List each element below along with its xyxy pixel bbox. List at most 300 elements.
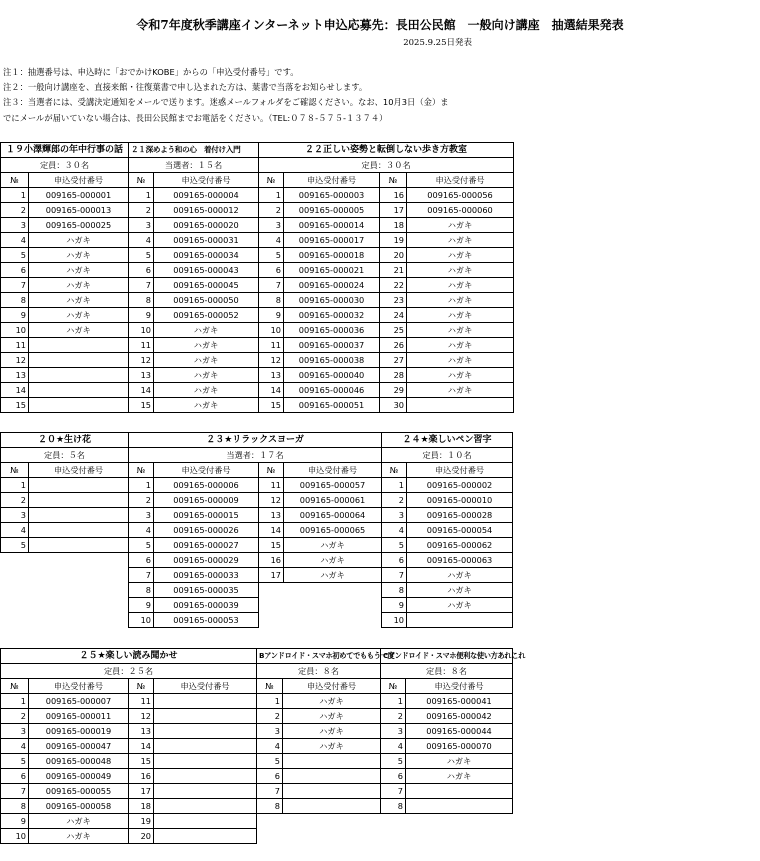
row-number: 5 (129, 538, 154, 553)
row-number: 1 (129, 478, 154, 493)
row-number: 28 (380, 368, 407, 383)
application-number: 009165-000024 (284, 278, 380, 293)
table-row (1, 799, 513, 814)
announcement-date: 2025.9.25日発表 (403, 38, 472, 48)
row-number: 12 (1, 353, 29, 368)
table-row (1, 814, 513, 829)
course-20-capacity: 定員：５名 (1, 448, 129, 463)
row-number: 1 (129, 188, 154, 203)
table-row (1, 398, 514, 413)
row-number: 15 (129, 754, 154, 769)
row-number: 19 (380, 233, 407, 248)
row-number: 7 (381, 784, 406, 799)
row-number: 16 (380, 188, 407, 203)
row-number: 11 (129, 694, 154, 709)
application-number: 009165-000032 (284, 308, 380, 323)
application-number: ハガキ (407, 248, 514, 263)
empty-space (29, 553, 129, 568)
application-number: ハガキ (154, 323, 259, 338)
empty-cell (154, 829, 257, 844)
empty-space (284, 583, 382, 598)
row-number: 10 (1, 829, 29, 844)
row-number: 3 (1, 218, 29, 233)
row-number: 11 (259, 338, 284, 353)
row-number: 6 (257, 769, 283, 784)
application-number: ハガキ (29, 814, 129, 829)
empty-cell (29, 508, 129, 523)
col-id: 申込受付番号 (154, 463, 259, 478)
row-number: 7 (382, 568, 407, 583)
row-number: 3 (259, 218, 284, 233)
empty-cell (407, 398, 514, 413)
application-number: 009165-000021 (284, 263, 380, 278)
note-4: でにメールが届いていない場合は、長田公民館までお電話をください。（TEL:０７８-５７５-１３７４） (3, 112, 388, 123)
row-number: 2 (1, 709, 29, 724)
row-number: 3 (1, 508, 29, 523)
application-number: ハガキ (154, 383, 259, 398)
application-number: 009165-000064 (284, 508, 382, 523)
col-id: 申込受付番号 (284, 173, 380, 188)
course-c-title: Cアンドロイド・スマホ便利な使い方あれこれ (381, 649, 513, 664)
course-23-title: ２３★リラックスヨーガ (129, 433, 382, 448)
table-row (1, 769, 513, 784)
table-row (1, 724, 513, 739)
row-number: 8 (259, 293, 284, 308)
row-number: 14 (259, 523, 284, 538)
row-number: 4 (259, 233, 284, 248)
row-number: 16 (259, 553, 284, 568)
table-row (1, 598, 513, 613)
row-number: 8 (257, 799, 283, 814)
table-row (1, 568, 513, 583)
row-number: 4 (382, 523, 407, 538)
application-number: 009165-000056 (407, 188, 514, 203)
row-number: 2 (382, 493, 407, 508)
application-number: ハガキ (407, 218, 514, 233)
row-number: 2 (259, 203, 284, 218)
application-number: ハガキ (407, 353, 514, 368)
results-table-3 (0, 648, 526, 844)
application-number: ハガキ (284, 568, 382, 583)
empty-space (1, 598, 29, 613)
application-number: ハガキ (407, 323, 514, 338)
col-no: № (381, 679, 406, 694)
application-number: 009165-000061 (284, 493, 382, 508)
application-number: 009165-000043 (154, 263, 259, 278)
row-number: 1 (1, 188, 29, 203)
table-row (1, 508, 513, 523)
row-number: 17 (129, 784, 154, 799)
row-number: 3 (382, 508, 407, 523)
application-number: ハガキ (407, 383, 514, 398)
application-number: ハガキ (154, 353, 259, 368)
table-row (1, 248, 514, 263)
empty-space (381, 814, 406, 829)
application-number: ハガキ (407, 338, 514, 353)
application-number: 009165-000018 (284, 248, 380, 263)
course-b-capacity: 定員：８名 (257, 664, 381, 679)
table-row (1, 338, 514, 353)
row-number: 8 (129, 293, 154, 308)
empty-space (259, 583, 284, 598)
row-number: 4 (129, 233, 154, 248)
course-22-capacity: 定員：３０名 (259, 158, 514, 173)
application-number: 009165-000009 (154, 493, 259, 508)
application-number: ハガキ (407, 293, 514, 308)
application-number: 009165-000019 (29, 724, 129, 739)
application-number: ハガキ (29, 308, 129, 323)
row-number: 1 (1, 694, 29, 709)
row-number: 3 (381, 724, 406, 739)
application-number: ハガキ (407, 583, 513, 598)
application-number: 009165-000062 (407, 538, 513, 553)
row-number: 27 (380, 353, 407, 368)
course-21-capacity: 当選者：１５名 (129, 158, 259, 173)
col-no: № (382, 463, 407, 478)
row-number: 20 (129, 829, 154, 844)
results-table-1 (0, 142, 514, 413)
row-number: 6 (1, 769, 29, 784)
empty-space (257, 829, 283, 844)
empty-cell (154, 814, 257, 829)
row-number: 18 (380, 218, 407, 233)
application-number: 009165-000058 (29, 799, 129, 814)
application-number: 009165-000057 (284, 478, 382, 493)
empty-cell (154, 769, 257, 784)
row-number: 3 (129, 218, 154, 233)
application-number: 009165-000050 (154, 293, 259, 308)
application-number: 009165-000048 (29, 754, 129, 769)
table-row (1, 263, 514, 278)
row-number: 14 (259, 383, 284, 398)
row-number: 23 (380, 293, 407, 308)
application-number: 009165-000036 (284, 323, 380, 338)
col-id: 申込受付番号 (284, 463, 382, 478)
empty-space (284, 613, 382, 628)
row-number: 13 (1, 368, 29, 383)
application-number: 009165-000054 (407, 523, 513, 538)
table-row (1, 188, 514, 203)
col-id: 申込受付番号 (29, 463, 129, 478)
application-number: ハガキ (284, 553, 382, 568)
empty-space (1, 568, 29, 583)
application-number: ハガキ (154, 398, 259, 413)
application-number: 009165-000007 (29, 694, 129, 709)
application-number: 009165-000060 (407, 203, 514, 218)
row-number: 5 (1, 538, 29, 553)
row-number: 3 (257, 724, 283, 739)
table-row (1, 583, 513, 598)
application-number: 009165-000031 (154, 233, 259, 248)
row-number: 7 (129, 278, 154, 293)
application-number: 009165-000070 (406, 739, 513, 754)
col-no: № (257, 679, 283, 694)
row-number: 6 (382, 553, 407, 568)
course-b-title: Bアンドロイド・スマホ初めてでももう一度 (257, 649, 381, 664)
empty-cell (406, 784, 513, 799)
course-19-capacity: 定員：３０名 (1, 158, 129, 173)
empty-space (29, 583, 129, 598)
row-number: 12 (129, 353, 154, 368)
row-number: 6 (1, 263, 29, 278)
row-number: 4 (257, 739, 283, 754)
empty-cell (154, 784, 257, 799)
application-number: ハガキ (406, 769, 513, 784)
empty-cell (154, 724, 257, 739)
table-row (1, 233, 514, 248)
row-number: 15 (259, 538, 284, 553)
row-number: 2 (1, 203, 29, 218)
row-number: 9 (382, 598, 407, 613)
row-number: 19 (129, 814, 154, 829)
application-number: 009165-000003 (284, 188, 380, 203)
empty-cell (29, 338, 129, 353)
row-number: 8 (1, 799, 29, 814)
application-number: 009165-000046 (284, 383, 380, 398)
application-number: 009165-000035 (154, 583, 259, 598)
application-number: 009165-000028 (407, 508, 513, 523)
application-number: 009165-000042 (406, 709, 513, 724)
col-id: 申込受付番号 (29, 679, 129, 694)
note-2: 注２：一般向け講座を、直接来館・往復葉書で申し込まれた方は、葉書で当落をお知らせします。 (3, 82, 368, 93)
empty-cell (154, 709, 257, 724)
empty-cell (29, 538, 129, 553)
application-number: 009165-000030 (284, 293, 380, 308)
row-number: 2 (1, 493, 29, 508)
application-number: 009165-000044 (406, 724, 513, 739)
application-number: 009165-000001 (29, 188, 129, 203)
application-number: 009165-000012 (154, 203, 259, 218)
application-number: 009165-000006 (154, 478, 259, 493)
row-number: 10 (129, 613, 154, 628)
row-number: 4 (381, 739, 406, 754)
row-number: 6 (259, 263, 284, 278)
course-25-capacity: 定員：２５名 (1, 664, 257, 679)
course-21-title: ２１深めよう和の心 着付け入門 (129, 143, 259, 158)
row-number: 1 (259, 188, 284, 203)
row-number: 13 (259, 368, 284, 383)
application-number: 009165-000052 (154, 308, 259, 323)
column-header-row (1, 463, 513, 478)
application-number: 009165-000014 (284, 218, 380, 233)
row-number: 4 (1, 233, 29, 248)
row-number: 2 (129, 493, 154, 508)
row-number: 26 (380, 338, 407, 353)
row-number: 8 (129, 583, 154, 598)
row-number: 6 (129, 553, 154, 568)
row-number: 5 (129, 248, 154, 263)
row-number: 9 (259, 308, 284, 323)
empty-cell (283, 769, 381, 784)
empty-space (406, 829, 513, 844)
row-number: 6 (381, 769, 406, 784)
row-number: 8 (1, 293, 29, 308)
row-number: 11 (1, 338, 29, 353)
table-row (1, 383, 514, 398)
row-number: 7 (1, 278, 29, 293)
table-row (1, 203, 514, 218)
row-number: 5 (1, 754, 29, 769)
application-number: ハガキ (407, 308, 514, 323)
note-1: 注１：抽選番号は、申込時に「おでかけKOBE」からの「申込受付番号」です。 (3, 67, 299, 77)
row-number: 1 (1, 478, 29, 493)
application-number: ハガキ (29, 233, 129, 248)
application-number: ハガキ (406, 754, 513, 769)
application-number: ハガキ (283, 724, 381, 739)
empty-space (1, 553, 29, 568)
row-number: 3 (1, 724, 29, 739)
row-number: 17 (259, 568, 284, 583)
table-row (1, 493, 513, 508)
row-number: 13 (129, 368, 154, 383)
table-row (1, 323, 514, 338)
empty-cell (283, 784, 381, 799)
row-number: 12 (259, 353, 284, 368)
empty-cell (29, 523, 129, 538)
row-number: 8 (382, 583, 407, 598)
course-23-capacity: 当選者：１７名 (129, 448, 382, 463)
empty-space (257, 814, 283, 829)
application-number: 009165-000020 (154, 218, 259, 233)
application-number: 009165-000049 (29, 769, 129, 784)
table-row (1, 709, 513, 724)
application-number: 009165-000004 (154, 188, 259, 203)
empty-space (259, 598, 284, 613)
table-row (1, 739, 513, 754)
empty-cell (154, 754, 257, 769)
application-number: ハガキ (283, 709, 381, 724)
row-number: 20 (380, 248, 407, 263)
application-number: 009165-000040 (284, 368, 380, 383)
row-number: 9 (1, 308, 29, 323)
application-number: ハガキ (407, 278, 514, 293)
row-number: 5 (382, 538, 407, 553)
row-number: 29 (380, 383, 407, 398)
course-c-capacity: 定員：８名 (381, 664, 513, 679)
table-row (1, 293, 514, 308)
course-24-title: ２４★楽しいペン習字 (382, 433, 513, 448)
empty-cell (29, 353, 129, 368)
row-number: 1 (382, 478, 407, 493)
application-number: 009165-000005 (284, 203, 380, 218)
application-number: ハガキ (407, 368, 514, 383)
row-number: 3 (129, 508, 154, 523)
row-number: 5 (259, 248, 284, 263)
application-number: 009165-000047 (29, 739, 129, 754)
row-number: 7 (259, 278, 284, 293)
row-number: 15 (1, 398, 29, 413)
row-number: 7 (257, 784, 283, 799)
application-number: 009165-000013 (29, 203, 129, 218)
empty-space (406, 814, 513, 829)
empty-cell (29, 398, 129, 413)
row-number: 11 (259, 478, 284, 493)
application-number: ハガキ (284, 538, 382, 553)
empty-space (29, 568, 129, 583)
empty-cell (154, 739, 257, 754)
application-number: 009165-000017 (284, 233, 380, 248)
col-no: № (129, 173, 154, 188)
row-number: 4 (129, 523, 154, 538)
row-number: 17 (380, 203, 407, 218)
row-number: 5 (257, 754, 283, 769)
application-number: 009165-000041 (406, 694, 513, 709)
row-number: 10 (129, 323, 154, 338)
row-number: 16 (129, 769, 154, 784)
col-id: 申込受付番号 (154, 679, 257, 694)
table-row (1, 308, 514, 323)
empty-cell (283, 799, 381, 814)
application-number: 009165-000051 (284, 398, 380, 413)
table-row (1, 353, 514, 368)
table-row (1, 694, 513, 709)
empty-cell (406, 799, 513, 814)
application-number: 009165-000034 (154, 248, 259, 263)
empty-space (259, 613, 284, 628)
row-number: 24 (380, 308, 407, 323)
note-3: 注３：当選者には、受講決定通知をメールで送ります。迷惑メールフォルダをご確認ください。なお、10月3日（金）ま (3, 97, 449, 108)
table-row (1, 538, 513, 553)
empty-space (29, 613, 129, 628)
application-number: 009165-000053 (154, 613, 259, 628)
application-number: 009165-000033 (154, 568, 259, 583)
row-number: 14 (1, 383, 29, 398)
application-number: 009165-000025 (29, 218, 129, 233)
table-row (1, 478, 513, 493)
row-number: 12 (129, 709, 154, 724)
row-number: 14 (129, 739, 154, 754)
application-number: ハガキ (283, 739, 381, 754)
application-number: ハガキ (283, 694, 381, 709)
application-number: ハガキ (29, 293, 129, 308)
row-number: 15 (129, 398, 154, 413)
row-number: 14 (129, 383, 154, 398)
row-number: 9 (129, 598, 154, 613)
col-id: 申込受付番号 (283, 679, 381, 694)
row-number: 30 (380, 398, 407, 413)
application-number: 009165-000002 (407, 478, 513, 493)
table-row (1, 368, 514, 383)
application-number: ハガキ (407, 598, 513, 613)
application-number: 009165-000063 (407, 553, 513, 568)
course-19-title: １９小澤輝郎の年中行事の話 (1, 143, 129, 158)
row-number: 9 (1, 814, 29, 829)
col-id: 申込受付番号 (407, 463, 513, 478)
empty-space (283, 814, 381, 829)
row-number: 25 (380, 323, 407, 338)
column-header-row (1, 173, 514, 188)
col-no: № (129, 679, 154, 694)
empty-space (381, 829, 406, 844)
row-number: 2 (257, 709, 283, 724)
row-number: 2 (129, 203, 154, 218)
col-id: 申込受付番号 (406, 679, 513, 694)
empty-cell (29, 368, 129, 383)
row-number: 10 (1, 323, 29, 338)
application-number: ハガキ (154, 368, 259, 383)
col-id: 申込受付番号 (154, 173, 259, 188)
row-number: 4 (1, 739, 29, 754)
course-20-title: ２０★生け花 (1, 433, 129, 448)
table-row (1, 784, 513, 799)
column-header-row (1, 679, 513, 694)
application-number: ハガキ (407, 568, 513, 583)
col-no: № (1, 463, 29, 478)
empty-space (29, 598, 129, 613)
course-22-title: ２２正しい姿勢と転倒しない歩き方教室 (259, 143, 514, 158)
row-number: 7 (1, 784, 29, 799)
application-number: ハガキ (407, 233, 514, 248)
